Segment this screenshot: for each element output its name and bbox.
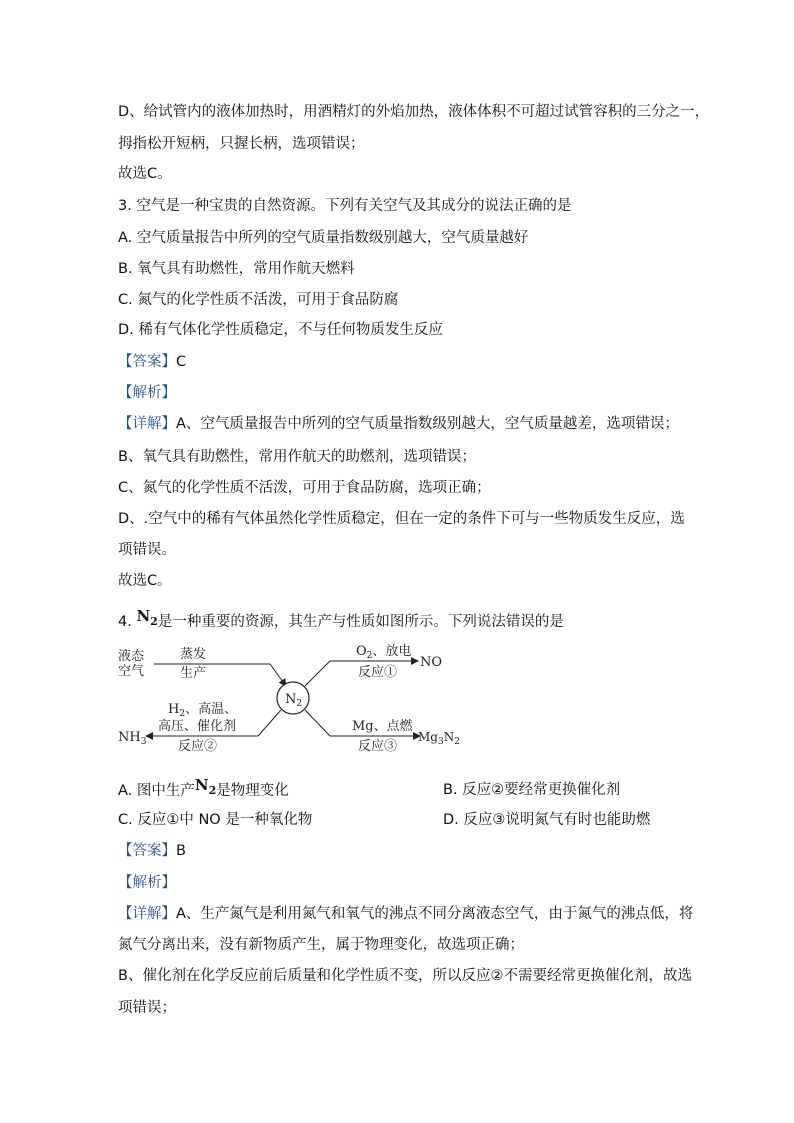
detail-line-d2: 项错误。: [118, 542, 176, 558]
detail-text: A、空气质量报告中所列的空气质量指数级别越大，空气质量越差，选项错误；: [176, 416, 679, 432]
reaction-2-arrow-a: [258, 710, 281, 736]
detail2-line-2: 氮气分离出来，没有新物质产生，属于物理变化，故选项正确；: [118, 937, 524, 953]
question-number: 4.: [118, 614, 132, 630]
detail-label: 【详解】: [118, 416, 176, 432]
reaction-2-condition-b: 高压、催化剂: [158, 719, 237, 734]
answer-label-2: 【答案】: [118, 843, 176, 859]
question-3-stem: 3. 空气是一种宝贵的自然资源。下列有关空气及其成分的说法正确的是: [118, 198, 572, 214]
nitrogen-reaction-diagram: [118, 640, 460, 755]
production-condition-top: 蒸发: [180, 647, 207, 662]
detail-line-b: B、氧气具有助燃性，常用作航天的助燃剂，选项错误；: [118, 449, 476, 465]
analysis-label-2: 【解析】: [118, 875, 176, 891]
reaction-2-condition-a: $H_2$、高温、: [168, 702, 238, 719]
question-4-option-c: C. 反应①中 NO 是一种氧化物: [118, 812, 313, 828]
detail-label-2: 【详解】: [118, 906, 176, 922]
question-4-text: 是一种重要的资源，其生产与性质如图所示。下列说法错误的是: [157, 614, 564, 630]
n2-formula-inline: $N_2$: [194, 776, 217, 797]
source-label-1: 液态: [118, 649, 145, 664]
reaction-1-arrow-a: [305, 661, 330, 686]
reaction-1-product: NO: [420, 655, 443, 670]
question-4-stem: [118, 607, 564, 637]
question-3-option-d: D. 稀有气体化学性质稳定，不与任何物质发生反应: [118, 322, 443, 338]
answer-value-2: B: [176, 843, 186, 859]
detail2-line-3: B、催化剂在化学反应前后质量和化学性质不变，所以反应②不需要经常更换催化剂，故选: [118, 968, 692, 984]
detail-line-d1: D、.空气中的稀有气体虽然化学性质稳定，但在一定的条件下可与一些物质发生反应，选: [118, 511, 685, 527]
question-4-option-d: D. 反应③说明氮气有时也能助燃: [443, 812, 651, 828]
production-arrow-head: [270, 664, 286, 686]
reaction-1-label: 反应①: [358, 665, 398, 680]
question-3-option-c: C. 氮气的化学性质不活泼，可用于食品防腐: [118, 292, 399, 308]
reaction-3-label: 反应③: [358, 739, 398, 754]
option-d-explanation-line1: D、给试管内的液体加热时，用酒精灯的外焰加热，液体体积不可超过试管容积的三分之一，: [118, 104, 710, 120]
reaction-3-arrow-a: [305, 710, 330, 736]
answer-line-2: [118, 841, 186, 861]
answer-value: C: [176, 354, 187, 370]
question-3-option-b: B. 氧气具有助燃性，常用作航天燃料: [118, 261, 355, 277]
analysis-label: 【解析】: [118, 385, 176, 401]
detail-line-a: [118, 414, 679, 434]
detail-line-c: C、氮气的化学性质不活泼，可用于食品防腐，选项正确；: [118, 480, 491, 496]
reaction-3-condition: Mg、点燃: [352, 719, 413, 734]
detail2-line-4: 项错误；: [118, 1000, 176, 1016]
reaction-1-condition: $O_2$、放电: [356, 644, 412, 661]
question-4-option-b: B. 反应②要经常更换催化剂: [443, 782, 621, 798]
n2-formula: $N_2$: [136, 607, 158, 628]
reaction-3-product: $Mg_3N_2$: [418, 730, 460, 747]
option-a-text-post: 是物理变化: [216, 783, 289, 799]
reaction-2-label: 反应②: [178, 739, 218, 754]
detail2-text: A、生产氮气是利用氮气和氧气的沸点不同分离液态空气，由于氮气的沸点低，将: [176, 906, 694, 922]
option-d-explanation-line2: 拇指松开短柄，只握长柄，选项错误；: [118, 136, 365, 152]
detail2-line-1: [118, 904, 693, 924]
reaction-2-product: $NH_3$: [118, 730, 147, 747]
option-a-text-pre: A. 图中生产: [118, 783, 195, 799]
conclusion-line: 故选C。: [118, 166, 172, 182]
answer-line: [118, 352, 186, 372]
production-condition-bottom: 生产: [180, 666, 207, 681]
question-4-option-a: [118, 776, 289, 806]
answer-label: 【答案】: [118, 354, 176, 370]
n2-center-label: $N_2$: [285, 692, 303, 709]
question-3-option-a: A. 空气质量报告中所列的空气质量指数级别越大，空气质量越好: [118, 230, 529, 246]
conclusion-line-2: 故选C。: [118, 573, 172, 589]
source-label-2: 空气: [118, 664, 145, 679]
